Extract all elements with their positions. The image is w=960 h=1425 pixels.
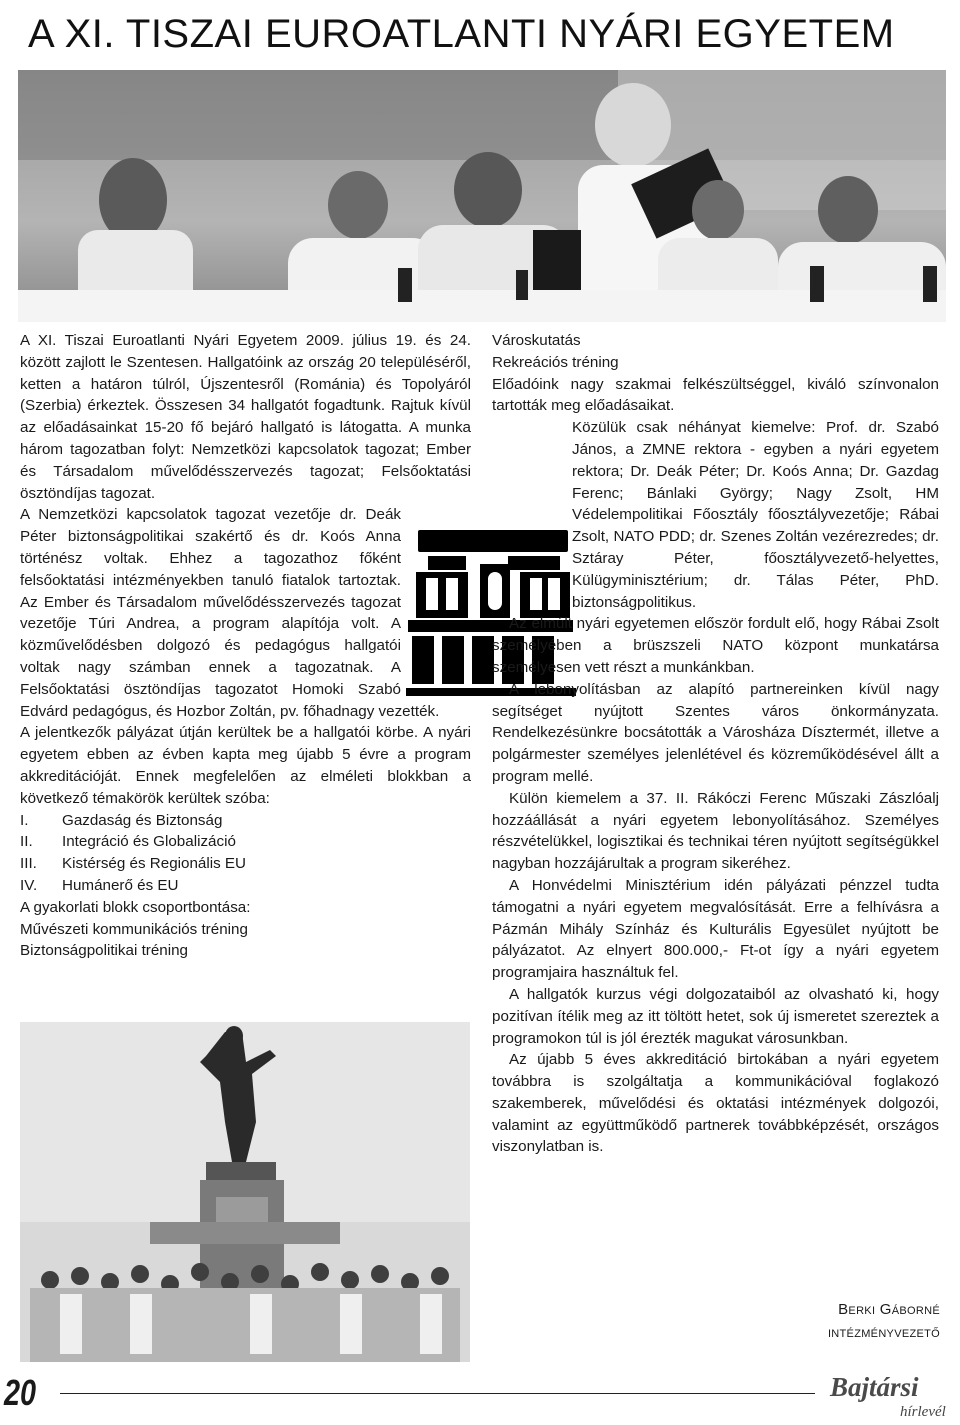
list-item: IV. Humánerő és EU — [20, 876, 179, 894]
sections-paragraph: A Nemzetközi kapcsolatok tagozat vezetője dr. Deák Péter biztonságpolitikai szakértő és dr. Koós Anna történész voltak. Ehhez a tagozathoz főként felsőoktatási intézményekben tanuló fiatalok tartoztak. Az Ember és Társadalom művelődésszervezés tagozat vezetője Túri Andrea, a program alapítója volt. A közművelődésben dolgozó és pedagógus hallgatói voltak nagy számban ennek a tagozatnak. A Felsőoktatási ösztöndíjas tagozatot Homoki Szabó Edvárd pedagógus, és Hozbor Zoltán, pv. főhadnagy vezették. — [20, 506, 440, 720]
topic-list — [20, 810, 471, 897]
page-title: A XI. TISZAI EUROATLANTI NYÁRI EGYETEM — [28, 12, 895, 56]
right-column — [492, 330, 939, 1158]
brand-logo: Bajtársi — [830, 1372, 919, 1402]
accreditation-paragraph: A jelentkezők pályázat útján kerültek be a hallgatói körbe. A nyári egyetem ebben az évben kapta meg újabb 5 évre a program akkreditációját. Ennek megfelelően az elméleti blokkban a következő témakörök kerültek szóba: — [20, 724, 471, 807]
organizers-paragraph: A lebonyolításban az alapító partnereinken kívül nagy segítséget nyújtott Szentes város önkormányzata. Rendelkezésünkre bocsátották a Városháza Dísztermét, illetve a polgármester személyes jelenlétével és közreműködésével állt a program mellé. — [492, 680, 939, 785]
feedback-paragraph: A hallgatók kurzus végi dolgozataiból az olvasható ki, hogy pozitívan ítélik meg az itt töltött hetet, sok új ismeretet szereztek a programokon túl is jól érezték magukat városunkban. — [492, 985, 939, 1047]
author-name: Berki Gáborné — [838, 1301, 940, 1318]
list-item: I. Gazdaság és Biztonság — [20, 811, 223, 829]
practical-item: Művészeti kommunikációs tréning — [20, 920, 248, 938]
list-item: III. Kistérség és Regionális EU — [20, 855, 247, 873]
signature — [700, 1298, 940, 1344]
closing-paragraph: Az újabb 5 éves akkreditáció birtokában a nyári egyetem továbbra is szolgáltatja a kommunikációval foglakozó szakemberek, művelődési és oktatási intézmények dolgozói, valamint az együttműködő partnerek továbbképzését, országos viszonylatban is. — [492, 1051, 939, 1156]
author-role: intézményvezető — [827, 1324, 940, 1341]
footer-divider — [60, 1393, 815, 1394]
statue-group-photo — [20, 1022, 470, 1362]
list-item: II. Integráció és Globalizáció — [20, 833, 236, 851]
brand-subtitle: hírlevél — [900, 1404, 946, 1420]
practical-item: Rekreációs tréning — [492, 353, 619, 371]
intro-paragraph: A XI. Tiszai Euroatlanti Nyári Egyetem 2009. július 19. és 24. között zajlott le Szentesen. Hallgatóink az ország 20 településéről, ketten a határon túlról, Újszentesről (Románia) és Topolyáról (Szerbia) érkeztek. Összesen 34 hallgatót fogadtunk. Rajtuk kívül az előadásainkat 15-20 fő bejáró hallgató is látogatta. A munka három tagozatban folyt: Nemzetközi kapcsolatok tagozat; Ember és Társadalom művelődésszervezés tagozat; Felsőoktatási ösztöndíjas tagozat. — [20, 332, 471, 502]
practical-item: Biztonságpolitikai tréning — [20, 942, 189, 960]
conference-panel-photo — [18, 70, 946, 322]
logo-spacer — [492, 417, 572, 603]
page-number: 20 — [4, 1372, 37, 1413]
nato-paragraph: Az elmúlt nyári egyetemen először fordult elő, hogy Rábai Zsolt személyében a brüszszeli NATO központ munkatársa személyesen vett részt a munkánkban. — [492, 615, 939, 676]
ministry-paragraph: A Honvédelmi Minisztérium idén pályázati pénzzel tudta támogatni a nyári egyetem megvalósítását. Erre a felhívásra a Pázmán Mihály Színház és Kulturális Egyesület nyújtott be pályázatot. Az elnyert 800.000,- Ft-ot így a nyári egyetem programjaira használtuk fel. — [492, 876, 939, 982]
speakers-quality-paragraph: Előadóink nagy szakmai felkészültséggel, kiváló színvonalon tartották meg előadásaikat. — [492, 375, 939, 415]
practical-item: Városkutatás — [492, 332, 581, 349]
speakers-list-paragraph: Közülük csak néhányat kiemelve: Prof. dr. Szabó János, a ZMNE rektora - egyben a nyári egyetem rektora; Dr. Deák Péter; Dr. Koós Anna; Dr. Gazdag Ferenc; Bánlaki György; Nagy Zsolt, HM Védelempolitikai Főosztály főosztályvezetője; Rábai Zsolt, NATO PDD; dr. Szenes Zoltán vezérezredes; dr. Sztáray Péter, főosztályvezető-helyettes, Külügyminisztérium; dr. Tálas Péter, PhD. biztonságpolitikus. — [572, 419, 939, 611]
battalion-paragraph: Külön kiemelem a 37. II. Rákóczi Ferenc Műszaki Zászlóalj hozzáállását a nyári egyetem lebonyolításához. Személyes részvételükkel, logisztikai és technikai téren nyújtott segítségükkel nagyban hozzájárultak a program sikeréhez. — [492, 789, 939, 873]
practical-block-heading: A gyakorlati blokk csoportbontása: — [20, 898, 251, 916]
